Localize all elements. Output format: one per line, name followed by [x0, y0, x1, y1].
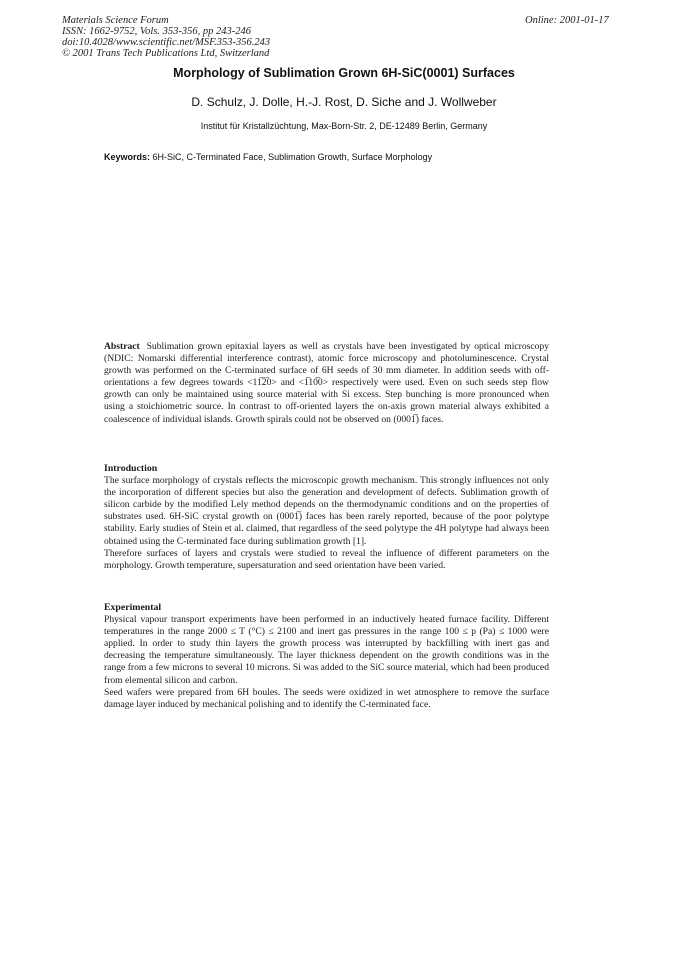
publication-header	[62, 15, 270, 59]
introduction-paragraph-2: Therefore surfaces of layers and crystals were studied to reveal the influence of different parameters on the morphology. Growth temperature, supersaturation and seed orientation have been varied.	[104, 547, 549, 571]
copyright-line: © 2001 Trans Tech Publications Ltd, Switzerland	[62, 48, 270, 59]
experimental-section	[104, 602, 549, 711]
introduction-section	[104, 463, 549, 572]
introduction-heading: Introduction	[104, 463, 158, 474]
abstract-label: Abstract	[104, 341, 140, 352]
issn-line: ISSN: 1662-9752, Vols. 353-356, pp 243-246	[62, 26, 251, 37]
author-list: D. Schulz, J. Dolle, H.-J. Rost, D. Siche and J. Wollweber	[191, 95, 497, 109]
abstract-text: Sublimation grown epitaxial layers as well as crystals have been investigated by optical microscopy (NDIC: Nomarski differential interference contrast), atomic force microscopy and photoluminescence. Crystal growth was performed on the C-terminated surface of 6H seeds of 30 mm diameter. In addition seeds with off-orientations a few degrees towards <11̅2̅0> and <1̅10̅0> respectively were used. Even on such seeds step flow growth can only be maintained using source material with Si excess. Step bunching is more pronounced when using a stoichiometric source. In contrast to off-oriented layers the on-axis grown material always exhibited a coalescence of individual islands. Growth spirals could not be observed on (0001̅) faces.	[104, 341, 549, 425]
experimental-paragraph-2: Seed wafers were prepared from 6H boules. The seeds were oxidized in wet atmosphere to remove the surface damage layer induced by mechanical polishing and to identify the C-terminated face.	[104, 686, 549, 710]
online-date: Online: 2001-01-17	[525, 15, 609, 26]
experimental-paragraph-1: Physical vapour transport experiments have been performed in an inductively heated furnace facility. Different temperatures in the range 2000 ≤ T (°C) ≤ 2100 and inert gas pressures in the range 100 ≤ p (Pa) ≤ 1000 were applied. In order to study thin layers the growth process was interrupted by backfilling with inert gas and decreasing the temperature simultaneously. The layer thickness dependent on the growth conditions was in the range from a few microns to several 10 microns. Si was added to the SiC source material, which had been produced from elemental silicon and carbon.	[104, 614, 549, 686]
introduction-paragraph-1: The surface morphology of crystals reflects the microscopic growth mechanism. This strongly influences not only the incorporation of different species but also the generation and development of defects. Sublimation growth of silicon carbide by the modified Lely method depends on the thermodynamic conditions and on the properties of substrates used. 6H-SiC crystal growth on (0001̅) faces has been rarely reported, because of the poor polytype stability. Early studies of Stein et al. claimed, that regardless of the seed polytype the 4H polytype had always been obtained using the C-terminated face during sublimation growth [1].	[104, 475, 549, 547]
keywords-label: Keywords:	[104, 152, 151, 162]
affiliation: Institut für Kristallzüchtung, Max-Born-Str. 2, DE-12489 Berlin, Germany	[200, 121, 488, 131]
abstract-paragraph	[104, 341, 549, 426]
paper-title: Morphology of Sublimation Grown 6H-SiC(0001) Surfaces	[173, 66, 515, 80]
keywords	[104, 152, 432, 162]
abstract-section	[104, 341, 549, 426]
journal-name: Materials Science Forum	[62, 15, 169, 26]
experimental-heading: Experimental	[104, 602, 162, 613]
doi-line[interactable]: doi:10.4028/www.scientific.net/MSF.353-356.243	[62, 37, 271, 48]
keywords-text: 6H-SiC, C-Terminated Face, Sublimation Growth, Surface Morphology	[152, 152, 433, 162]
